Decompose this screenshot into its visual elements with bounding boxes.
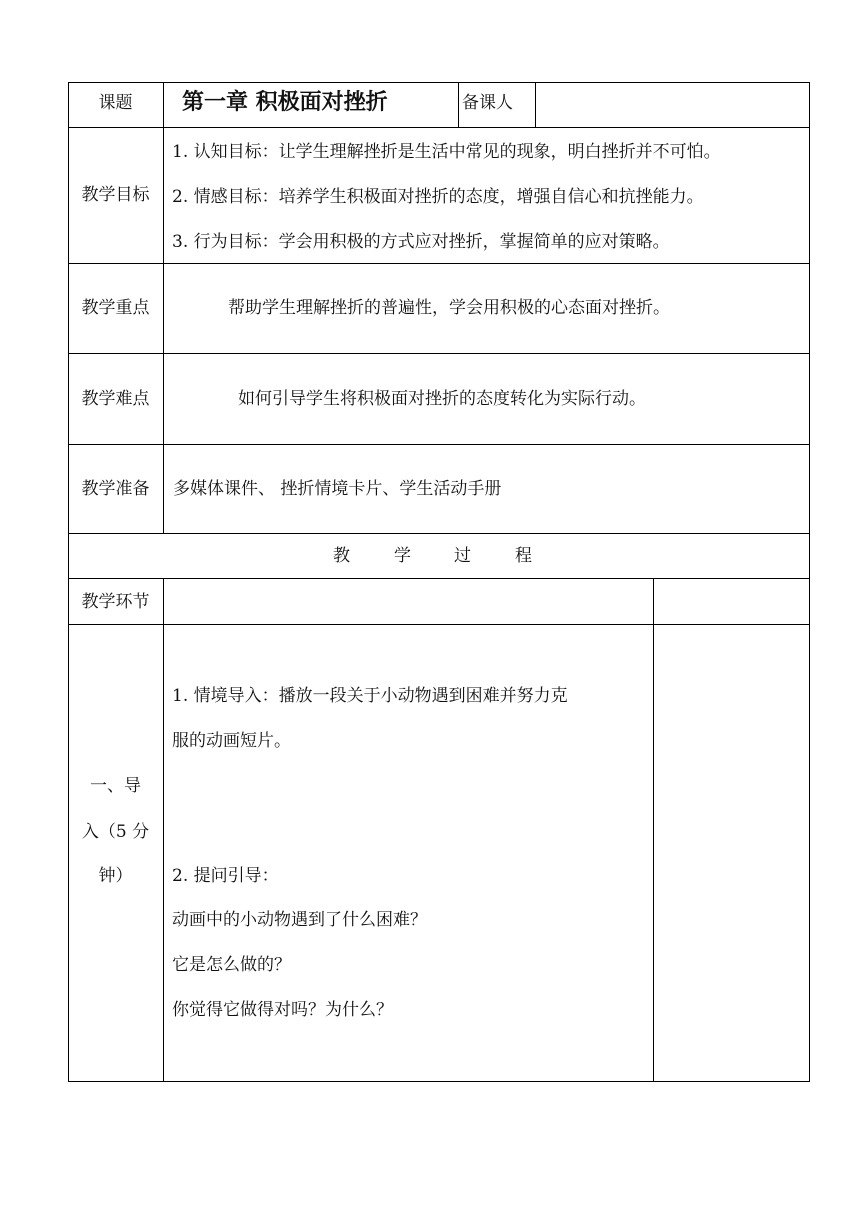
objective-item-cognitive: 1. 认知目标：让学生理解挫折是生活中常见的现象，明白挫折并不可怕。 xyxy=(172,142,721,162)
grid-line xyxy=(163,82,164,534)
stage-label: 教学环节 xyxy=(81,592,150,612)
grid-line xyxy=(68,624,810,625)
process-heading-char: 教 xyxy=(333,546,350,566)
objective-item-behavior: 3. 行为目标：学会用积极的方式应对挫折，掌握简单的应对策略。 xyxy=(172,232,670,252)
process-heading-char: 学 xyxy=(394,546,411,566)
difficulties-label: 教学难点 xyxy=(81,389,150,409)
grid-line xyxy=(535,82,536,128)
grid-line xyxy=(163,578,164,1082)
stage-name-line: 入（5 分 xyxy=(81,822,150,842)
stage-intro-line: 1. 情境导入：播放一段关于小动物遇到困难并努力克 xyxy=(172,686,568,706)
grid-line xyxy=(653,578,654,1082)
preparation-label: 教学准备 xyxy=(81,479,150,499)
preparer-label: 备课人 xyxy=(462,93,513,113)
stage-question: 它是怎么做的？ xyxy=(172,955,291,975)
stage-question-title: 2. 提问引导： xyxy=(172,866,279,886)
grid-line xyxy=(68,1081,810,1082)
topic-label: 课题 xyxy=(98,93,133,113)
grid-line xyxy=(68,578,810,579)
grid-line xyxy=(68,263,810,264)
objective-item-emotional: 2. 情感目标：培养学生积极面对挫折的态度，增强自信心和抗挫能力。 xyxy=(172,187,704,207)
grid-line xyxy=(68,82,69,1082)
objectives-label: 教学目标 xyxy=(81,185,150,205)
stage-intro-line: 服的动画短片。 xyxy=(172,731,291,751)
grid-line xyxy=(68,353,810,354)
grid-line xyxy=(68,127,810,128)
difficulties-text: 如何引导学生将积极面对挫折的态度转化为实际行动。 xyxy=(238,389,646,409)
grid-line xyxy=(68,533,810,534)
grid-line xyxy=(458,82,459,128)
stage-name-line: 一、导 xyxy=(90,776,141,796)
grid-line xyxy=(68,82,810,83)
process-heading-char: 过 xyxy=(454,546,471,566)
stage-question: 你觉得它做得对吗？为什么？ xyxy=(172,1000,393,1020)
preparation-text: 多媒体课件、 挫折情境卡片、学生活动手册 xyxy=(173,479,502,499)
stage-name-line: 钟） xyxy=(98,866,133,886)
grid-line xyxy=(809,82,810,1082)
stage-question: 动画中的小动物遇到了什么困难？ xyxy=(172,910,427,930)
topic-title: 第一章 积极面对挫折 xyxy=(182,90,388,115)
key-points-label: 教学重点 xyxy=(81,298,150,318)
grid-line xyxy=(68,444,810,445)
key-points-text: 帮助学生理解挫折的普遍性，学会用积极的心态面对挫折。 xyxy=(228,298,670,318)
process-heading-char: 程 xyxy=(515,546,532,566)
